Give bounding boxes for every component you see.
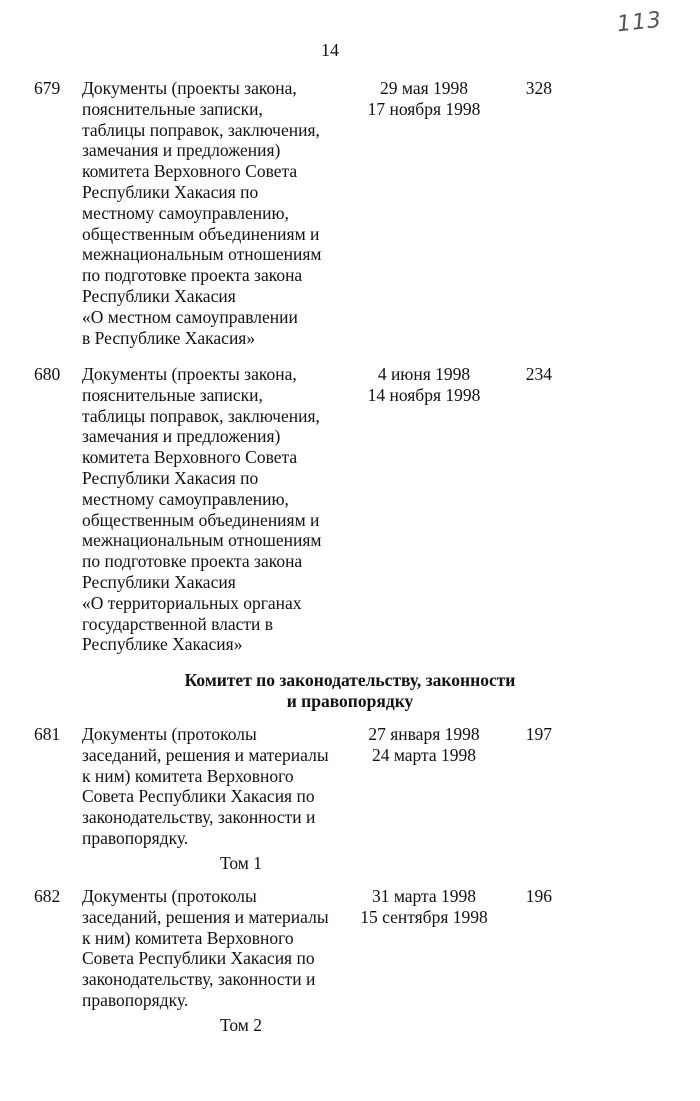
description-line: Республики Хакасия [82, 571, 236, 592]
description-line: к ним) комитета Верховного [82, 927, 294, 948]
description-line: законодательству, законности и [82, 807, 316, 828]
description-line: комитета Верховного Совета [82, 447, 298, 468]
entry-dates [350, 724, 498, 766]
description-line: Совета Республики Хакасия по [82, 948, 315, 969]
sheet-count: 234 [525, 364, 552, 384]
date-end: 14 ноября 1998 [367, 384, 481, 405]
handwritten-sheet-number: 113 [615, 7, 664, 38]
description-line: замечания и предложения) [82, 140, 281, 161]
volume-label: Том 1 [220, 852, 262, 873]
entry-number: 682 [34, 886, 61, 906]
description-line: комитета Верховного Совета [82, 161, 298, 182]
description-line: пояснительные записки, [82, 384, 263, 405]
description-line: в Республике Хакасия» [82, 327, 256, 348]
entry-description [82, 886, 357, 1036]
description-line: межнациональным отношениям [82, 244, 322, 265]
date-end: 17 ноября 1998 [367, 98, 481, 119]
sheet-count: 197 [525, 724, 552, 744]
date-start: 29 мая 1998 [379, 78, 469, 98]
sheet-count: 328 [525, 78, 552, 98]
date-end: 24 марта 1998 [371, 744, 477, 765]
description-line: Совета Республики Хакасия по [82, 786, 315, 807]
description-line: законодательству, законности и [82, 969, 316, 990]
entry-description [82, 724, 357, 874]
entry-dates [350, 78, 498, 120]
description-line: «О местном самоуправлении [82, 306, 298, 327]
description-line: Республики Хакасия по [82, 467, 259, 488]
section-heading-line: Комитет по законодательству, законности [184, 670, 516, 690]
volume-label: Том 2 [220, 1014, 262, 1035]
entry-dates [350, 886, 498, 928]
description-line: Документы (протоколы [82, 724, 257, 744]
section-heading-line: и правопорядку [286, 691, 414, 711]
description-line: заседаний, решения и материалы [82, 744, 329, 765]
description-line: к ним) комитета Верховного [82, 765, 294, 786]
description-line: Республики Хакасия по [82, 181, 259, 202]
section-heading [150, 670, 550, 712]
description-line: местному самоуправлению, [82, 488, 289, 509]
description-line: пояснительные записки, [82, 98, 263, 119]
description-line: по подготовке проекта закона [82, 551, 303, 572]
description-line: общественным объединениям и [82, 223, 320, 244]
description-line: Документы (проекты закона, [82, 78, 297, 98]
entry-number: 680 [34, 364, 61, 384]
entry-dates [350, 364, 498, 406]
description-line: правопорядку. [82, 989, 189, 1010]
description-line: правопорядку. [82, 827, 189, 848]
entry-number: 681 [34, 724, 61, 744]
sheet-count: 196 [525, 886, 552, 906]
description-line: Республике Хакасия» [82, 634, 243, 655]
date-start: 27 января 1998 [368, 724, 480, 744]
description-line: «О территориальных органах [82, 592, 302, 613]
description-line: таблицы поправок, заключения, [82, 119, 320, 140]
entry-description [82, 364, 357, 655]
description-line: заседаний, решения и материалы [82, 906, 329, 927]
description-line: местному самоуправлению, [82, 202, 289, 223]
date-start: 4 июня 1998 [377, 364, 471, 384]
entry-description [82, 78, 357, 348]
description-line: таблицы поправок, заключения, [82, 405, 320, 426]
page-number: 14 [321, 40, 339, 60]
date-end: 15 сентября 1998 [360, 906, 488, 927]
description-line: межнациональным отношениям [82, 530, 322, 551]
description-line: общественным объединениям и [82, 509, 320, 530]
description-line: Документы (протоколы [82, 886, 257, 906]
entry-number: 679 [34, 78, 61, 98]
description-line: замечания и предложения) [82, 426, 281, 447]
date-start: 31 марта 1998 [371, 886, 477, 906]
description-line: по подготовке проекта закона [82, 265, 303, 286]
description-line: Документы (проекты закона, [82, 364, 297, 384]
description-line: Республики Хакасия [82, 285, 236, 306]
description-line: государственной власти в [82, 613, 274, 634]
